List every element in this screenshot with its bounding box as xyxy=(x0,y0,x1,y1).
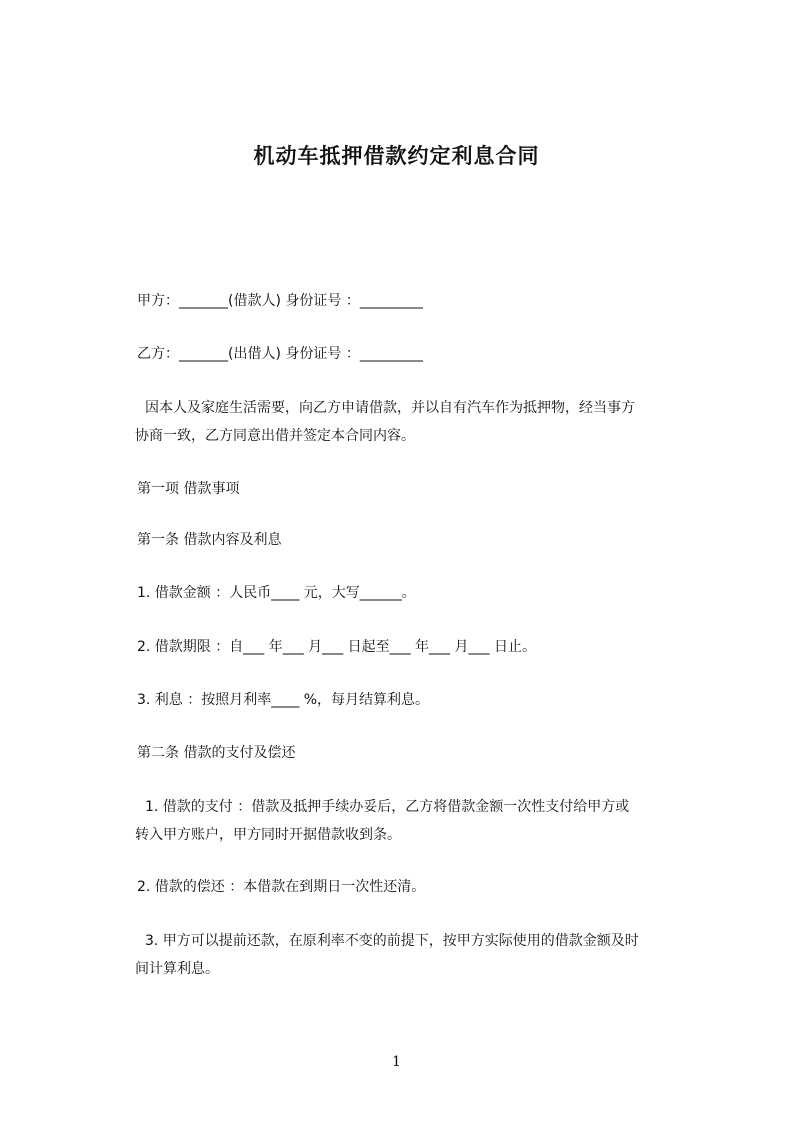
article-1-heading: 第一条 借款内容及利息 xyxy=(137,532,282,548)
intro-paragraph xyxy=(137,394,677,450)
item-early-repayment xyxy=(137,927,677,983)
item-early-repayment-line-1: 3. 甲方可以提前还款，在原利率不变的前提下，按甲方实际使用的借款金额及时 xyxy=(145,933,639,949)
section-1-heading: 第一项 借款事项 xyxy=(137,481,240,497)
item-loan-term: 2. 借款期限 ：自___ 年___ 月___ 日起至___ 年___ 月___ 日止。 xyxy=(137,639,536,655)
item-loan-payment-line-1: 1. 借款的支付 ：借款及抵押手续办妥后，乙方将借款金额一次性支付给甲方或 xyxy=(145,799,630,815)
item-loan-repayment: 2. 借款的偿还 ：本借款在到期日一次性还清。 xyxy=(137,879,426,895)
item-loan-payment-line-2: 转入甲方账户，甲方同时开据借款收到条。 xyxy=(135,827,401,843)
item-interest: 3. 利息 ：按照月利率____ %，每月结算利息。 xyxy=(137,692,430,708)
party-b-line: 乙方：_______(出借人) 身份证号 ：_________ xyxy=(137,346,423,362)
article-2-heading: 第二条 借款的支付及偿还 xyxy=(137,745,296,761)
document-title: 机动车抵押借款约定利息合同 xyxy=(253,144,540,168)
item-loan-payment xyxy=(137,793,677,849)
party-a-line: 甲方：_______(借款人) 身份证号 ：_________ xyxy=(137,293,423,309)
item-early-repayment-line-2: 间计算利息。 xyxy=(135,961,219,977)
page-number: 1 xyxy=(392,1054,401,1070)
item-loan-amount: 1. 借款金额 ：人民币____ 元，大写______。 xyxy=(137,585,416,601)
intro-line-2: 协商一致，乙方同意出借并签定本合同内容。 xyxy=(135,428,415,444)
intro-line-1: 因本人及家庭生活需要，向乙方申请借款，并以自有汽车作为抵押物，经当事方 xyxy=(145,400,635,416)
